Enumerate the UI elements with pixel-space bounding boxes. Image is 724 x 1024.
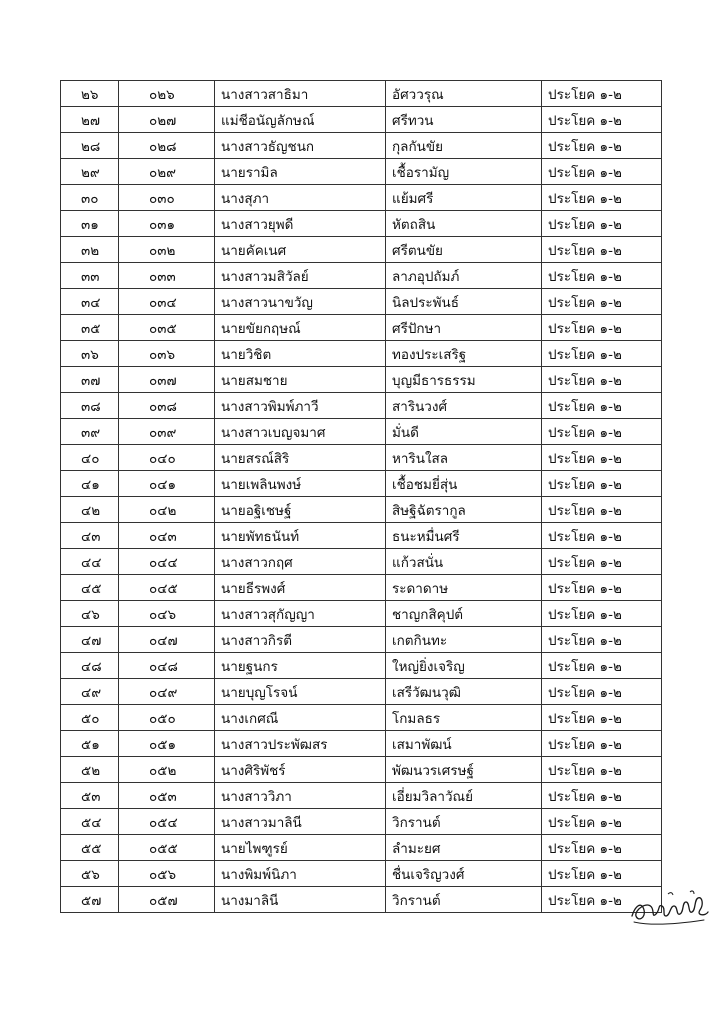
given-name-cell: นางสาวกิรตี <box>215 627 386 653</box>
surname-cell: กุลกันขัย <box>386 133 542 159</box>
surname-cell: เชื้อรามัญ <box>386 159 542 185</box>
applicant-code-cell: ๐๓๖ <box>119 341 215 367</box>
table-row <box>61 705 662 731</box>
applicant-code-cell: ๐๔๙ <box>119 679 215 705</box>
row-number-cell: ๒๗ <box>61 107 119 133</box>
table-row <box>61 133 662 159</box>
row-number-cell: ๒๘ <box>61 133 119 159</box>
row-number-cell: ๕๓ <box>61 783 119 809</box>
given-name-cell: นายพัทธนันท์ <box>215 523 386 549</box>
given-name-cell: นายบุญโรจน์ <box>215 679 386 705</box>
applicant-code-cell: ๐๕๕ <box>119 835 215 861</box>
row-number-cell: ๕๔ <box>61 809 119 835</box>
surname-cell: ชาญกสิคุปต์ <box>386 601 542 627</box>
table-row <box>61 185 662 211</box>
surname-cell: ลำมะยศ <box>386 835 542 861</box>
exam-level-cell: ประโยค ๑-๒ <box>542 627 662 653</box>
exam-level-cell: ประโยค ๑-๒ <box>542 367 662 393</box>
row-number-cell: ๕๕ <box>61 835 119 861</box>
table-row <box>61 861 662 887</box>
exam-level-cell: ประโยค ๑-๒ <box>542 419 662 445</box>
exam-level-cell: ประโยค ๑-๒ <box>542 81 662 107</box>
exam-level-cell: ประโยค ๑-๒ <box>542 549 662 575</box>
given-name-cell: นางสาวพิมพ์ภาวี <box>215 393 386 419</box>
row-number-cell: ๕๑ <box>61 731 119 757</box>
applicant-code-cell: ๐๓๐ <box>119 185 215 211</box>
applicant-code-cell: ๐๔๖ <box>119 601 215 627</box>
row-number-cell: ๔๓ <box>61 523 119 549</box>
given-name-cell: นางสาวสาธิมา <box>215 81 386 107</box>
given-name-cell: นายฐนกร <box>215 653 386 679</box>
table-row <box>61 419 662 445</box>
applicant-code-cell: ๐๒๖ <box>119 81 215 107</box>
surname-cell: นิลประพันธ์ <box>386 289 542 315</box>
row-number-cell: ๓๓ <box>61 263 119 289</box>
applicant-code-cell: ๐๔๓ <box>119 523 215 549</box>
table-row <box>61 835 662 861</box>
surname-cell: เสมาพัฒน์ <box>386 731 542 757</box>
row-number-cell: ๓๘ <box>61 393 119 419</box>
table-row <box>61 627 662 653</box>
exam-level-cell: ประโยค ๑-๒ <box>542 393 662 419</box>
surname-cell: หัตถสิน <box>386 211 542 237</box>
surname-cell: เชื้อชมยี่สุ่น <box>386 471 542 497</box>
table-row <box>61 549 662 575</box>
surname-cell: ศรีปักษา <box>386 315 542 341</box>
table-row <box>61 653 662 679</box>
handwritten-signature <box>628 886 712 930</box>
given-name-cell: นางสาวประพัฒสร <box>215 731 386 757</box>
table-row <box>61 237 662 263</box>
surname-cell: ลาภอุปถัมภ์ <box>386 263 542 289</box>
given-name-cell: นางเกศณี <box>215 705 386 731</box>
surname-cell: ระดาดาษ <box>386 575 542 601</box>
given-name-cell: นางสาววิภา <box>215 783 386 809</box>
exam-level-cell: ประโยค ๑-๒ <box>542 809 662 835</box>
surname-cell: อัศววรุณ <box>386 81 542 107</box>
surname-cell: ศรีทวน <box>386 107 542 133</box>
exam-level-cell: ประโยค ๑-๒ <box>542 237 662 263</box>
applicant-code-cell: ๐๒๘ <box>119 133 215 159</box>
row-number-cell: ๔๘ <box>61 653 119 679</box>
given-name-cell: นางสุภา <box>215 185 386 211</box>
given-name-cell: นางศิริพัชร์ <box>215 757 386 783</box>
table-row <box>61 601 662 627</box>
applicant-code-cell: ๐๕๑ <box>119 731 215 757</box>
surname-cell: ศรีตนขัย <box>386 237 542 263</box>
exam-level-cell: ประโยค ๑-๒ <box>542 601 662 627</box>
surname-cell: ธนะหมื่นศรี <box>386 523 542 549</box>
applicant-code-cell: ๐๔๗ <box>119 627 215 653</box>
table-row <box>61 783 662 809</box>
surname-cell: สารินวงศ์ <box>386 393 542 419</box>
exam-level-cell: ประโยค ๑-๒ <box>542 757 662 783</box>
surname-cell: ทองประเสริฐ <box>386 341 542 367</box>
applicant-code-cell: ๐๒๗ <box>119 107 215 133</box>
surname-cell: เสรีวัฒนวุฒิ <box>386 679 542 705</box>
applicant-table-body <box>61 81 662 913</box>
exam-level-cell: ประโยค ๑-๒ <box>542 107 662 133</box>
row-number-cell: ๒๙ <box>61 159 119 185</box>
given-name-cell: นายวิชิต <box>215 341 386 367</box>
given-name-cell: นางสาวกฤศ <box>215 549 386 575</box>
given-name-cell: นางมาลินี <box>215 887 386 913</box>
given-name-cell: นางสาวสุกัญญา <box>215 601 386 627</box>
applicant-code-cell: ๐๓๓ <box>119 263 215 289</box>
surname-cell: แก้วสนั่น <box>386 549 542 575</box>
surname-cell: สิษฐิฉัตรากูล <box>386 497 542 523</box>
row-number-cell: ๓๐ <box>61 185 119 211</box>
surname-cell: มั่นดี <box>386 419 542 445</box>
table-row <box>61 757 662 783</box>
surname-cell: พัฒนวรเศรษฐ์ <box>386 757 542 783</box>
exam-level-cell: ประโยค ๑-๒ <box>542 523 662 549</box>
surname-cell: หารินใสล <box>386 445 542 471</box>
row-number-cell: ๔๕ <box>61 575 119 601</box>
exam-level-cell: ประโยค ๑-๒ <box>542 289 662 315</box>
given-name-cell: นางพิมพ์นิภา <box>215 861 386 887</box>
surname-cell: เอี่ยมวิลาวัณย์ <box>386 783 542 809</box>
table-row <box>61 315 662 341</box>
applicant-code-cell: ๐๓๔ <box>119 289 215 315</box>
row-number-cell: ๓๑ <box>61 211 119 237</box>
given-name-cell: นายรามิล <box>215 159 386 185</box>
exam-level-cell: ประโยค ๑-๒ <box>542 731 662 757</box>
exam-level-cell: ประโยค ๑-๒ <box>542 315 662 341</box>
applicant-code-cell: ๐๔๒ <box>119 497 215 523</box>
applicant-code-cell: ๐๓๗ <box>119 367 215 393</box>
applicant-code-cell: ๐๓๕ <box>119 315 215 341</box>
exam-level-cell: ประโยค ๑-๒ <box>542 887 662 913</box>
row-number-cell: ๔๗ <box>61 627 119 653</box>
given-name-cell: นางสาวมสิวัลย์ <box>215 263 386 289</box>
applicant-code-cell: ๐๔๐ <box>119 445 215 471</box>
row-number-cell: ๓๙ <box>61 419 119 445</box>
row-number-cell: ๒๖ <box>61 81 119 107</box>
exam-level-cell: ประโยค ๑-๒ <box>542 133 662 159</box>
exam-level-cell: ประโยค ๑-๒ <box>542 653 662 679</box>
applicant-code-cell: ๐๓๘ <box>119 393 215 419</box>
table-row <box>61 471 662 497</box>
table-row <box>61 809 662 835</box>
applicant-code-cell: ๐๔๕ <box>119 575 215 601</box>
applicant-code-cell: ๐๕๒ <box>119 757 215 783</box>
exam-level-cell: ประโยค ๑-๒ <box>542 835 662 861</box>
table-row <box>61 263 662 289</box>
table-row <box>61 367 662 393</box>
given-name-cell: นายอฐิเชษฐ์ <box>215 497 386 523</box>
table-row <box>61 731 662 757</box>
applicant-code-cell: ๐๔๔ <box>119 549 215 575</box>
given-name-cell: นายสมชาย <box>215 367 386 393</box>
row-number-cell: ๕๗ <box>61 887 119 913</box>
row-number-cell: ๕๐ <box>61 705 119 731</box>
exam-level-cell: ประโยค ๑-๒ <box>542 211 662 237</box>
given-name-cell: นางสาวมาลินี <box>215 809 386 835</box>
given-name-cell: นางสาวเบญจมาศ <box>215 419 386 445</box>
table-row <box>61 887 662 913</box>
table-row <box>61 289 662 315</box>
exam-level-cell: ประโยค ๑-๒ <box>542 159 662 185</box>
row-number-cell: ๔๒ <box>61 497 119 523</box>
table-row <box>61 679 662 705</box>
row-number-cell: ๔๑ <box>61 471 119 497</box>
table-row <box>61 393 662 419</box>
table-row <box>61 159 662 185</box>
applicant-code-cell: ๐๕๖ <box>119 861 215 887</box>
exam-level-cell: ประโยค ๑-๒ <box>542 341 662 367</box>
surname-cell: ใหญ่ยิ่งเจริญ <box>386 653 542 679</box>
table-row <box>61 107 662 133</box>
applicant-code-cell: ๐๕๓ <box>119 783 215 809</box>
exam-level-cell: ประโยค ๑-๒ <box>542 445 662 471</box>
row-number-cell: ๔๔ <box>61 549 119 575</box>
given-name-cell: นางสาวยุพดี <box>215 211 386 237</box>
table-row <box>61 81 662 107</box>
applicant-code-cell: ๐๒๙ <box>119 159 215 185</box>
applicant-code-cell: ๐๓๒ <box>119 237 215 263</box>
row-number-cell: ๔๙ <box>61 679 119 705</box>
applicant-code-cell: ๐๕๔ <box>119 809 215 835</box>
row-number-cell: ๓๒ <box>61 237 119 263</box>
row-number-cell: ๓๖ <box>61 341 119 367</box>
exam-level-cell: ประโยค ๑-๒ <box>542 679 662 705</box>
surname-cell: บุญมีธารธรรม <box>386 367 542 393</box>
surname-cell: โกมลธร <box>386 705 542 731</box>
given-name-cell: นายเพลินพงษ์ <box>215 471 386 497</box>
surname-cell: วิกรานต์ <box>386 887 542 913</box>
surname-cell: แย้มศรี <box>386 185 542 211</box>
exam-level-cell: ประโยค ๑-๒ <box>542 263 662 289</box>
row-number-cell: ๕๖ <box>61 861 119 887</box>
given-name-cell: นายไพฑูรย์ <box>215 835 386 861</box>
applicant-table <box>60 80 662 913</box>
given-name-cell: นางสาวนาขวัญ <box>215 289 386 315</box>
applicant-code-cell: ๐๕๐ <box>119 705 215 731</box>
table-row <box>61 575 662 601</box>
surname-cell: ชื่นเจริญวงศ์ <box>386 861 542 887</box>
row-number-cell: ๓๔ <box>61 289 119 315</box>
given-name-cell: นายสรณ์สิริ <box>215 445 386 471</box>
applicant-code-cell: ๐๔๑ <box>119 471 215 497</box>
table-row <box>61 211 662 237</box>
applicant-code-cell: ๐๓๑ <box>119 211 215 237</box>
exam-level-cell: ประโยค ๑-๒ <box>542 783 662 809</box>
row-number-cell: ๓๗ <box>61 367 119 393</box>
given-name-cell: แม่ชีอนัญลักษณ์ <box>215 107 386 133</box>
exam-level-cell: ประโยค ๑-๒ <box>542 575 662 601</box>
applicant-code-cell: ๐๕๗ <box>119 887 215 913</box>
table-row <box>61 445 662 471</box>
given-name-cell: นางสาวธัญชนก <box>215 133 386 159</box>
exam-level-cell: ประโยค ๑-๒ <box>542 705 662 731</box>
given-name-cell: นายขัยกฤษณ์ <box>215 315 386 341</box>
row-number-cell: ๕๒ <box>61 757 119 783</box>
table-row <box>61 341 662 367</box>
row-number-cell: ๔๐ <box>61 445 119 471</box>
row-number-cell: ๔๖ <box>61 601 119 627</box>
applicant-code-cell: ๐๔๘ <box>119 653 215 679</box>
table-row <box>61 497 662 523</box>
given-name-cell: นายธีรพงศ์ <box>215 575 386 601</box>
applicant-code-cell: ๐๓๙ <box>119 419 215 445</box>
table-row <box>61 523 662 549</box>
surname-cell: วิกรานต์ <box>386 809 542 835</box>
exam-level-cell: ประโยค ๑-๒ <box>542 185 662 211</box>
exam-level-cell: ประโยค ๑-๒ <box>542 471 662 497</box>
exam-level-cell: ประโยค ๑-๒ <box>542 861 662 887</box>
row-number-cell: ๓๕ <box>61 315 119 341</box>
given-name-cell: นายคัคเนศ <box>215 237 386 263</box>
exam-level-cell: ประโยค ๑-๒ <box>542 497 662 523</box>
surname-cell: เกตกินทะ <box>386 627 542 653</box>
